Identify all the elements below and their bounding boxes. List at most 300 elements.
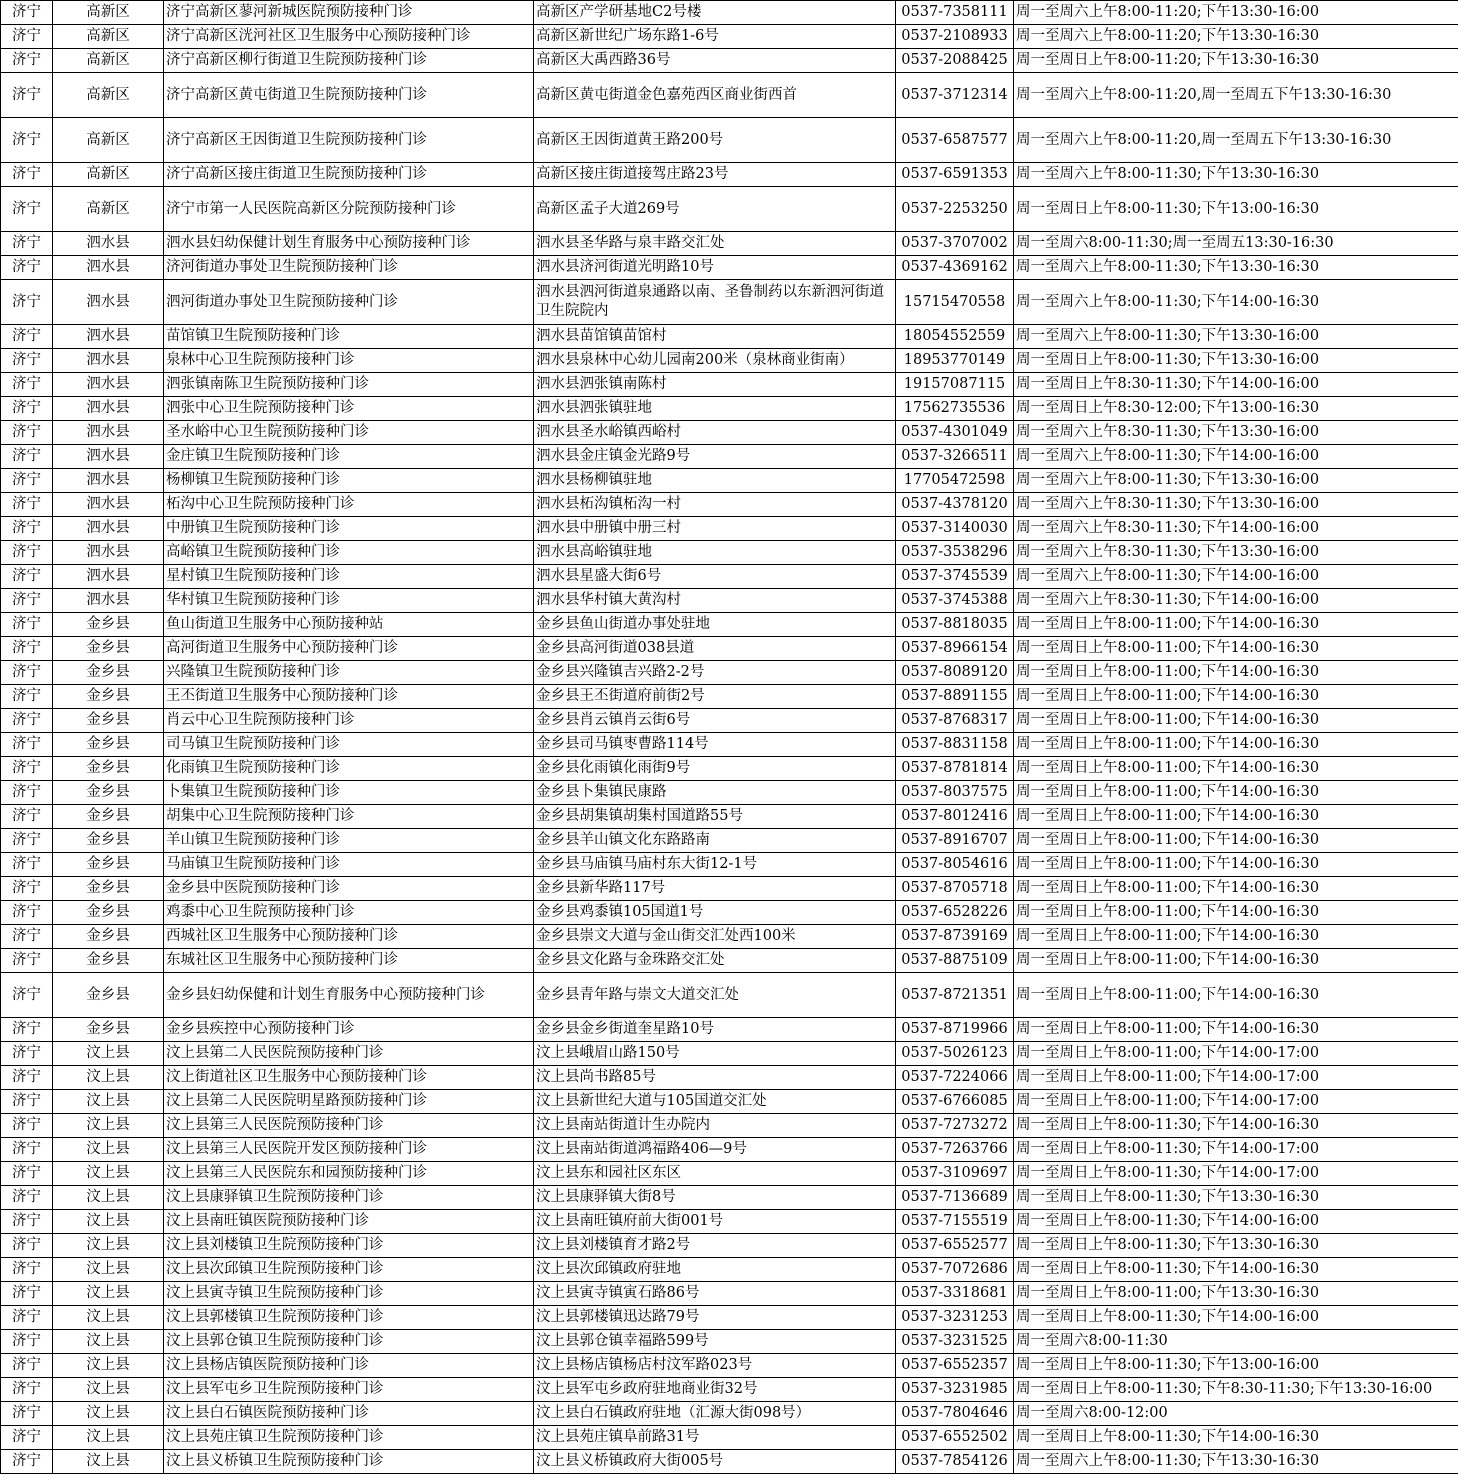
hours-cell: 周一至周日上午8:00-11:00;下午14:00-16:30 <box>1014 685 1458 709</box>
phone-cell: 0537-3318681 <box>896 1282 1014 1306</box>
hours-cell: 周一至周六上午8:30-11:30;下午13:30-16:00 <box>1014 493 1458 517</box>
address-cell: 高新区黄屯街道金色嘉苑西区商业街西首 <box>534 73 896 118</box>
county-cell: 汶上县 <box>53 1378 164 1402</box>
phone-cell: 0537-3745539 <box>896 565 1014 589</box>
table-row <box>1 949 1458 973</box>
city-cell: 济宁 <box>1 469 53 493</box>
address-cell: 金乡县胡集镇胡集村国道路55号 <box>534 805 896 829</box>
hours-cell: 周一至周日上午8:00-11:00;下午14:00-16:30 <box>1014 781 1458 805</box>
city-cell: 济宁 <box>1 781 53 805</box>
county-cell: 高新区 <box>53 49 164 73</box>
county-cell: 汶上县 <box>53 1330 164 1354</box>
address-cell: 汶上县次邱镇政府驻地 <box>534 1258 896 1282</box>
clinic-name-cell: 高河街道卫生服务中心预防接种门诊 <box>164 637 534 661</box>
address-cell: 金乡县兴隆镇吉兴路2-2号 <box>534 661 896 685</box>
city-cell: 济宁 <box>1 493 53 517</box>
table-row <box>1 232 1458 256</box>
hours-cell: 周一至周日上午8:00-11:00;下午14:00-16:30 <box>1014 829 1458 853</box>
county-cell: 汶上县 <box>53 1306 164 1330</box>
hours-cell: 周一至周日上午8:00-11:30;下午14:00-17:00 <box>1014 1162 1458 1186</box>
county-cell: 金乡县 <box>53 613 164 637</box>
table-row <box>1 1330 1458 1354</box>
city-cell: 济宁 <box>1 973 53 1018</box>
phone-cell: 0537-8089120 <box>896 661 1014 685</box>
city-cell: 济宁 <box>1 1234 53 1258</box>
hours-cell: 周一至周日上午8:00-11:00;下午14:00-16:30 <box>1014 925 1458 949</box>
phone-cell: 0537-3266511 <box>896 445 1014 469</box>
address-cell: 汶上县寅寺镇寅石路86号 <box>534 1282 896 1306</box>
city-cell: 济宁 <box>1 829 53 853</box>
address-cell: 金乡县金乡街道奎星路10号 <box>534 1018 896 1042</box>
city-cell: 济宁 <box>1 325 53 349</box>
address-cell: 汶上县杨店镇杨店村汶军路023号 <box>534 1354 896 1378</box>
city-cell: 济宁 <box>1 949 53 973</box>
clinic-name-cell: 西城社区卫生服务中心预防接种门诊 <box>164 925 534 949</box>
clinic-name-cell: 金庄镇卫生院预防接种门诊 <box>164 445 534 469</box>
hours-cell: 周一至周六8:00-11:30;周一至周五13:30-16:30 <box>1014 232 1458 256</box>
hours-cell: 周一至周日上午8:00-11:00;下午14:00-16:30 <box>1014 877 1458 901</box>
clinic-name-cell: 汶上县次邱镇卫生院预防接种门诊 <box>164 1258 534 1282</box>
county-cell: 汶上县 <box>53 1282 164 1306</box>
phone-cell: 0537-8037575 <box>896 781 1014 805</box>
address-cell: 高新区王因街道黄王路200号 <box>534 118 896 163</box>
address-cell: 金乡县王丕街道府前街2号 <box>534 685 896 709</box>
hours-cell: 周一至周日上午8:00-11:00;下午14:00-16:30 <box>1014 805 1458 829</box>
address-cell: 高新区新世纪广场东路1-6号 <box>534 25 896 49</box>
county-cell: 汶上县 <box>53 1114 164 1138</box>
clinic-name-cell: 汶上县郭仓镇卫生院预防接种门诊 <box>164 1330 534 1354</box>
clinic-name-cell: 汶上县义桥镇卫生院预防接种门诊 <box>164 1450 534 1474</box>
city-cell: 济宁 <box>1 49 53 73</box>
clinic-name-cell: 汶上县南旺镇医院预防接种门诊 <box>164 1210 534 1234</box>
county-cell: 高新区 <box>53 73 164 118</box>
county-cell: 泗水县 <box>53 349 164 373</box>
table-row <box>1 1282 1458 1306</box>
hours-cell: 周一至周日上午8:00-11:30;下午14:00-16:30 <box>1014 1114 1458 1138</box>
hours-cell: 周一至周日上午8:00-11:00;下午14:00-17:00 <box>1014 1066 1458 1090</box>
table-row <box>1 709 1458 733</box>
hours-cell: 周一至周六上午8:00-11:20;下午13:30-16:30 <box>1014 25 1458 49</box>
phone-cell: 0537-3707002 <box>896 232 1014 256</box>
county-cell: 金乡县 <box>53 901 164 925</box>
hours-cell: 周一至周日上午8:00-11:30;下午13:00-16:00 <box>1014 1354 1458 1378</box>
hours-cell: 周一至周六上午8:00-11:30;下午14:00-16:00 <box>1014 565 1458 589</box>
hours-cell: 周一至周日上午8:00-11:00;下午14:00-16:30 <box>1014 853 1458 877</box>
phone-cell: 0537-6528226 <box>896 901 1014 925</box>
table-row <box>1 541 1458 565</box>
clinic-name-cell: 胡集中心卫生院预防接种门诊 <box>164 805 534 829</box>
table-row <box>1 1210 1458 1234</box>
clinic-name-cell: 泗张镇南陈卫生院预防接种门诊 <box>164 373 534 397</box>
city-cell: 济宁 <box>1 925 53 949</box>
address-cell: 泗水县泗张镇驻地 <box>534 397 896 421</box>
hours-cell: 周一至周六8:00-12:00 <box>1014 1402 1458 1426</box>
hours-cell: 周一至周六上午8:00-11:30;下午14:00-16:30 <box>1014 280 1458 325</box>
address-cell: 金乡县肖云镇肖云街6号 <box>534 709 896 733</box>
city-cell: 济宁 <box>1 637 53 661</box>
phone-cell: 0537-8054616 <box>896 853 1014 877</box>
county-cell: 泗水县 <box>53 232 164 256</box>
clinic-name-cell: 杨柳镇卫生院预防接种门诊 <box>164 469 534 493</box>
phone-cell: 0537-4378120 <box>896 493 1014 517</box>
city-cell: 济宁 <box>1 901 53 925</box>
clinic-name-cell: 汶上县第三人民医院开发区预防接种门诊 <box>164 1138 534 1162</box>
county-cell: 金乡县 <box>53 1018 164 1042</box>
clinic-name-cell: 汶上县郭楼镇卫生院预防接种门诊 <box>164 1306 534 1330</box>
city-cell: 济宁 <box>1 373 53 397</box>
clinic-name-cell: 济宁高新区蓼河新城医院预防接种门诊 <box>164 1 534 25</box>
city-cell: 济宁 <box>1 1282 53 1306</box>
table-row <box>1 1354 1458 1378</box>
address-cell: 汶上县郭楼镇迅达路79号 <box>534 1306 896 1330</box>
city-cell: 济宁 <box>1 541 53 565</box>
address-cell: 汶上县南站街道鸿福路406—9号 <box>534 1138 896 1162</box>
city-cell: 济宁 <box>1 1114 53 1138</box>
table-row <box>1 397 1458 421</box>
address-cell: 泗水县高峪镇驻地 <box>534 541 896 565</box>
address-cell: 泗水县泗河街道泉通路以南、圣鲁制药以东新泗河街道卫生院院内 <box>534 280 896 325</box>
county-cell: 高新区 <box>53 163 164 187</box>
city-cell: 济宁 <box>1 613 53 637</box>
county-cell: 汶上县 <box>53 1162 164 1186</box>
county-cell: 汶上县 <box>53 1258 164 1282</box>
county-cell: 泗水县 <box>53 589 164 613</box>
hours-cell: 周一至周日上午8:00-11:30;下午14:00-16:30 <box>1014 1258 1458 1282</box>
hours-cell: 周一至周六上午8:30-11:30;下午14:00-16:00 <box>1014 589 1458 613</box>
phone-cell: 0537-7804646 <box>896 1402 1014 1426</box>
address-cell: 泗水县济河街道光明路10号 <box>534 256 896 280</box>
address-cell: 泗水县圣华路与泉丰路交汇处 <box>534 232 896 256</box>
clinic-name-cell: 星村镇卫生院预防接种门诊 <box>164 565 534 589</box>
address-cell: 泗水县中册镇中册三村 <box>534 517 896 541</box>
hours-cell: 周一至周六上午8:00-11:30;下午13:30-16:30 <box>1014 163 1458 187</box>
table-row <box>1 1186 1458 1210</box>
city-cell: 济宁 <box>1 118 53 163</box>
clinic-name-cell: 济宁高新区黄屯街道卫生院预防接种门诊 <box>164 73 534 118</box>
clinic-name-cell: 泉林中心卫生院预防接种门诊 <box>164 349 534 373</box>
table-row <box>1 901 1458 925</box>
county-cell: 汶上县 <box>53 1090 164 1114</box>
table-row <box>1 1138 1458 1162</box>
city-cell: 济宁 <box>1 1354 53 1378</box>
county-cell: 金乡县 <box>53 709 164 733</box>
hours-cell: 周一至周日上午8:00-11:30;下午13:30-16:30 <box>1014 1186 1458 1210</box>
phone-cell: 0537-5026123 <box>896 1042 1014 1066</box>
county-cell: 金乡县 <box>53 877 164 901</box>
address-cell: 金乡县高河街道038县道 <box>534 637 896 661</box>
clinic-name-cell: 华村镇卫生院预防接种门诊 <box>164 589 534 613</box>
phone-cell: 0537-8012416 <box>896 805 1014 829</box>
county-cell: 汶上县 <box>53 1234 164 1258</box>
phone-cell: 0537-6552357 <box>896 1354 1014 1378</box>
clinic-name-cell: 济河街道办事处卫生院预防接种门诊 <box>164 256 534 280</box>
county-cell: 汶上县 <box>53 1210 164 1234</box>
county-cell: 金乡县 <box>53 949 164 973</box>
city-cell: 济宁 <box>1 1210 53 1234</box>
city-cell: 济宁 <box>1 517 53 541</box>
hours-cell: 周一至周日上午8:00-11:00;下午13:30-16:30 <box>1014 1282 1458 1306</box>
clinic-name-cell: 金乡县中医院预防接种门诊 <box>164 877 534 901</box>
city-cell: 济宁 <box>1 565 53 589</box>
city-cell: 济宁 <box>1 853 53 877</box>
clinic-name-cell: 济宁高新区王因街道卫生院预防接种门诊 <box>164 118 534 163</box>
table-row <box>1 1426 1458 1450</box>
hours-cell: 周一至周日上午8:00-11:30;下午14:00-16:00 <box>1014 1210 1458 1234</box>
hours-cell: 周一至周日上午8:30-12:00;下午13:00-16:30 <box>1014 397 1458 421</box>
table-row <box>1 1042 1458 1066</box>
table-row <box>1 187 1458 232</box>
address-cell: 汶上县尚书路85号 <box>534 1066 896 1090</box>
hours-cell: 周一至周六8:00-11:30 <box>1014 1330 1458 1354</box>
city-cell: 济宁 <box>1 661 53 685</box>
phone-cell: 0537-6591353 <box>896 163 1014 187</box>
address-cell: 金乡县卜集镇民康路 <box>534 781 896 805</box>
city-cell: 济宁 <box>1 187 53 232</box>
table-row <box>1 1162 1458 1186</box>
hours-cell: 周一至周六上午8:00-11:30;下午13:30-16:30 <box>1014 1450 1458 1474</box>
clinic-name-cell: 汶上县康驿镇卫生院预防接种门诊 <box>164 1186 534 1210</box>
phone-cell: 0537-2108933 <box>896 25 1014 49</box>
address-cell: 汶上县军屯乡政府驻地商业街32号 <box>534 1378 896 1402</box>
table-row <box>1 280 1458 325</box>
city-cell: 济宁 <box>1 1186 53 1210</box>
clinic-name-cell: 中册镇卫生院预防接种门诊 <box>164 517 534 541</box>
phone-cell: 0537-8768317 <box>896 709 1014 733</box>
clinic-name-cell: 柘沟中心卫生院预防接种门诊 <box>164 493 534 517</box>
phone-cell: 0537-3538296 <box>896 541 1014 565</box>
address-cell: 金乡县青年路与崇文大道交汇处 <box>534 973 896 1018</box>
address-cell: 泗水县泉林中心幼儿园南200米（泉林商业街南） <box>534 349 896 373</box>
address-cell: 高新区接庄街道接驾庄路23号 <box>534 163 896 187</box>
city-cell: 济宁 <box>1 397 53 421</box>
table-row <box>1 325 1458 349</box>
address-cell: 汶上县白石镇政府驻地（汇源大街098号） <box>534 1402 896 1426</box>
city-cell: 济宁 <box>1 73 53 118</box>
table-row <box>1 565 1458 589</box>
hours-cell: 周一至周六上午8:30-11:30;下午14:00-16:00 <box>1014 517 1458 541</box>
phone-cell: 15715470558 <box>896 280 1014 325</box>
clinic-name-cell: 汶上县第二人民医院明星路预防接种门诊 <box>164 1090 534 1114</box>
clinic-name-cell: 圣水峪中心卫生院预防接种门诊 <box>164 421 534 445</box>
clinic-name-cell: 司马镇卫生院预防接种门诊 <box>164 733 534 757</box>
table-row <box>1 493 1458 517</box>
table-row <box>1 1066 1458 1090</box>
clinic-name-cell: 汶上县第三人民医院预防接种门诊 <box>164 1114 534 1138</box>
phone-cell: 0537-8719966 <box>896 1018 1014 1042</box>
city-cell: 济宁 <box>1 1258 53 1282</box>
table-row <box>1 49 1458 73</box>
table-body <box>1 1 1458 1474</box>
table-row <box>1 1018 1458 1042</box>
table-row <box>1 877 1458 901</box>
address-cell: 汶上县郭仓镇幸福路599号 <box>534 1330 896 1354</box>
clinic-name-cell: 汶上县第二人民医院预防接种门诊 <box>164 1042 534 1066</box>
city-cell: 济宁 <box>1 1402 53 1426</box>
phone-cell: 0537-6552502 <box>896 1426 1014 1450</box>
phone-cell: 0537-7263766 <box>896 1138 1014 1162</box>
city-cell: 济宁 <box>1 805 53 829</box>
phone-cell: 0537-7224066 <box>896 1066 1014 1090</box>
table-row <box>1 685 1458 709</box>
county-cell: 金乡县 <box>53 685 164 709</box>
city-cell: 济宁 <box>1 232 53 256</box>
clinic-name-cell: 泗水县妇幼保健计划生育服务中心预防接种门诊 <box>164 232 534 256</box>
county-cell: 金乡县 <box>53 733 164 757</box>
city-cell: 济宁 <box>1 1426 53 1450</box>
county-cell: 汶上县 <box>53 1450 164 1474</box>
hours-cell: 周一至周日上午8:00-11:20;下午13:30-16:30 <box>1014 49 1458 73</box>
phone-cell: 0537-4301049 <box>896 421 1014 445</box>
table-row <box>1 445 1458 469</box>
clinic-name-cell: 肖云中心卫生院预防接种门诊 <box>164 709 534 733</box>
table-row <box>1 373 1458 397</box>
phone-cell: 0537-8916707 <box>896 829 1014 853</box>
city-cell: 济宁 <box>1 733 53 757</box>
hours-cell: 周一至周日上午8:00-11:30;下午14:00-16:30 <box>1014 1426 1458 1450</box>
phone-cell: 0537-8891155 <box>896 685 1014 709</box>
county-cell: 金乡县 <box>53 781 164 805</box>
city-cell: 济宁 <box>1 1066 53 1090</box>
county-cell: 汶上县 <box>53 1402 164 1426</box>
clinic-name-cell: 苗馆镇卫生院预防接种门诊 <box>164 325 534 349</box>
table-row <box>1 118 1458 163</box>
county-cell: 高新区 <box>53 1 164 25</box>
address-cell: 泗水县杨柳镇驻地 <box>534 469 896 493</box>
clinic-name-cell: 金乡县疾控中心预防接种门诊 <box>164 1018 534 1042</box>
clinic-name-cell: 羊山镇卫生院预防接种门诊 <box>164 829 534 853</box>
county-cell: 泗水县 <box>53 373 164 397</box>
address-cell: 高新区孟子大道269号 <box>534 187 896 232</box>
county-cell: 汶上县 <box>53 1186 164 1210</box>
city-cell: 济宁 <box>1 1306 53 1330</box>
county-cell: 泗水县 <box>53 256 164 280</box>
hours-cell: 周一至周日上午8:00-11:00;下午14:00-17:00 <box>1014 1042 1458 1066</box>
hours-cell: 周一至周六上午8:00-11:20;下午13:30-16:00 <box>1014 1 1458 25</box>
hours-cell: 周一至周日上午8:00-11:00;下午14:00-16:30 <box>1014 733 1458 757</box>
county-cell: 泗水县 <box>53 517 164 541</box>
phone-cell: 0537-3231525 <box>896 1330 1014 1354</box>
table-row <box>1 781 1458 805</box>
hours-cell: 周一至周日上午8:00-11:30;下午13:00-16:30 <box>1014 187 1458 232</box>
city-cell: 济宁 <box>1 1 53 25</box>
county-cell: 金乡县 <box>53 973 164 1018</box>
clinic-name-cell: 鱼山街道卫生服务中心预防接种站 <box>164 613 534 637</box>
county-cell: 泗水县 <box>53 493 164 517</box>
hours-cell: 周一至周日上午8:00-11:30;下午13:30-16:00 <box>1014 349 1458 373</box>
clinic-name-cell: 王丕街道卫生服务中心预防接种门诊 <box>164 685 534 709</box>
hours-cell: 周一至周日上午8:30-11:30;下午14:00-16:00 <box>1014 373 1458 397</box>
clinic-name-cell: 汶上县刘楼镇卫生院预防接种门诊 <box>164 1234 534 1258</box>
phone-cell: 0537-3140030 <box>896 517 1014 541</box>
city-cell: 济宁 <box>1 1018 53 1042</box>
city-cell: 济宁 <box>1 445 53 469</box>
phone-cell: 0537-8966154 <box>896 637 1014 661</box>
county-cell: 金乡县 <box>53 637 164 661</box>
hours-cell: 周一至周日上午8:00-11:30;下午14:00-16:00 <box>1014 1306 1458 1330</box>
table-row <box>1 1306 1458 1330</box>
phone-cell: 0537-8739169 <box>896 925 1014 949</box>
clinic-name-cell: 鸡黍中心卫生院预防接种门诊 <box>164 901 534 925</box>
hours-cell: 周一至周六上午8:00-11:20,周一至周五下午13:30-16:30 <box>1014 73 1458 118</box>
phone-cell: 0537-2253250 <box>896 187 1014 232</box>
clinic-name-cell: 济宁高新区洸河社区卫生服务中心预防接种门诊 <box>164 25 534 49</box>
address-cell: 汶上县康驿镇大街8号 <box>534 1186 896 1210</box>
hours-cell: 周一至周日上午8:00-11:30;下午13:30-16:30 <box>1014 1234 1458 1258</box>
county-cell: 汶上县 <box>53 1066 164 1090</box>
hours-cell: 周一至周六上午8:00-11:30;下午13:30-16:00 <box>1014 469 1458 493</box>
clinic-name-cell: 济宁高新区接庄街道卫生院预防接种门诊 <box>164 163 534 187</box>
table-row <box>1 517 1458 541</box>
phone-cell: 18054552559 <box>896 325 1014 349</box>
phone-cell: 0537-6552577 <box>896 1234 1014 1258</box>
phone-cell: 0537-3109697 <box>896 1162 1014 1186</box>
phone-cell: 0537-3712314 <box>896 73 1014 118</box>
table-row <box>1 805 1458 829</box>
city-cell: 济宁 <box>1 25 53 49</box>
county-cell: 金乡县 <box>53 805 164 829</box>
phone-cell: 0537-7358111 <box>896 1 1014 25</box>
address-cell: 汶上县东和园社区东区 <box>534 1162 896 1186</box>
table-row <box>1 1114 1458 1138</box>
county-cell: 泗水县 <box>53 280 164 325</box>
hours-cell: 周一至周日上午8:00-11:00;下午14:00-16:30 <box>1014 661 1458 685</box>
clinic-name-cell: 泗张中心卫生院预防接种门诊 <box>164 397 534 421</box>
hours-cell: 周一至周六上午8:00-11:30;下午13:30-16:30 <box>1014 256 1458 280</box>
address-cell: 泗水县柘沟镇柘沟一村 <box>534 493 896 517</box>
table-row <box>1 853 1458 877</box>
clinic-name-cell: 汶上县杨店镇医院预防接种门诊 <box>164 1354 534 1378</box>
address-cell: 汶上县新世纪大道与105国道交汇处 <box>534 1090 896 1114</box>
city-cell: 济宁 <box>1 589 53 613</box>
address-cell: 泗水县苗馆镇苗馆村 <box>534 325 896 349</box>
county-cell: 金乡县 <box>53 853 164 877</box>
phone-cell: 0537-8705718 <box>896 877 1014 901</box>
phone-cell: 0537-4369162 <box>896 256 1014 280</box>
table-row <box>1 757 1458 781</box>
phone-cell: 0537-8721351 <box>896 973 1014 1018</box>
hours-cell: 周一至周日上午8:00-11:00;下午14:00-17:00 <box>1014 1090 1458 1114</box>
table-row <box>1 1 1458 25</box>
table-row <box>1 661 1458 685</box>
city-cell: 济宁 <box>1 877 53 901</box>
hours-cell: 周一至周六上午8:30-11:30;下午13:30-16:00 <box>1014 541 1458 565</box>
clinic-name-cell: 济宁高新区柳行街道卫生院预防接种门诊 <box>164 49 534 73</box>
table-row <box>1 973 1458 1018</box>
table-row <box>1 349 1458 373</box>
city-cell: 济宁 <box>1 709 53 733</box>
table-row <box>1 613 1458 637</box>
phone-cell: 0537-8781814 <box>896 757 1014 781</box>
county-cell: 金乡县 <box>53 757 164 781</box>
address-cell: 汶上县南旺镇府前大街001号 <box>534 1210 896 1234</box>
table-row <box>1 25 1458 49</box>
city-cell: 济宁 <box>1 1330 53 1354</box>
phone-cell: 18953770149 <box>896 349 1014 373</box>
clinic-name-cell: 东城社区卫生服务中心预防接种门诊 <box>164 949 534 973</box>
phone-cell: 0537-8831158 <box>896 733 1014 757</box>
city-cell: 济宁 <box>1 1090 53 1114</box>
county-cell: 汶上县 <box>53 1354 164 1378</box>
address-cell: 金乡县鱼山街道办事处驻地 <box>534 613 896 637</box>
hours-cell: 周一至周六上午8:00-11:20,周一至周五下午13:30-16:30 <box>1014 118 1458 163</box>
table-row <box>1 256 1458 280</box>
address-cell: 金乡县化雨镇化雨街9号 <box>534 757 896 781</box>
phone-cell: 19157087115 <box>896 373 1014 397</box>
hours-cell: 周一至周日上午8:00-11:30;下午14:00-17:00 <box>1014 1138 1458 1162</box>
address-cell: 金乡县崇文大道与金山街交汇处西100米 <box>534 925 896 949</box>
phone-cell: 0537-7854126 <box>896 1450 1014 1474</box>
address-cell: 汶上县义桥镇政府大街005号 <box>534 1450 896 1474</box>
